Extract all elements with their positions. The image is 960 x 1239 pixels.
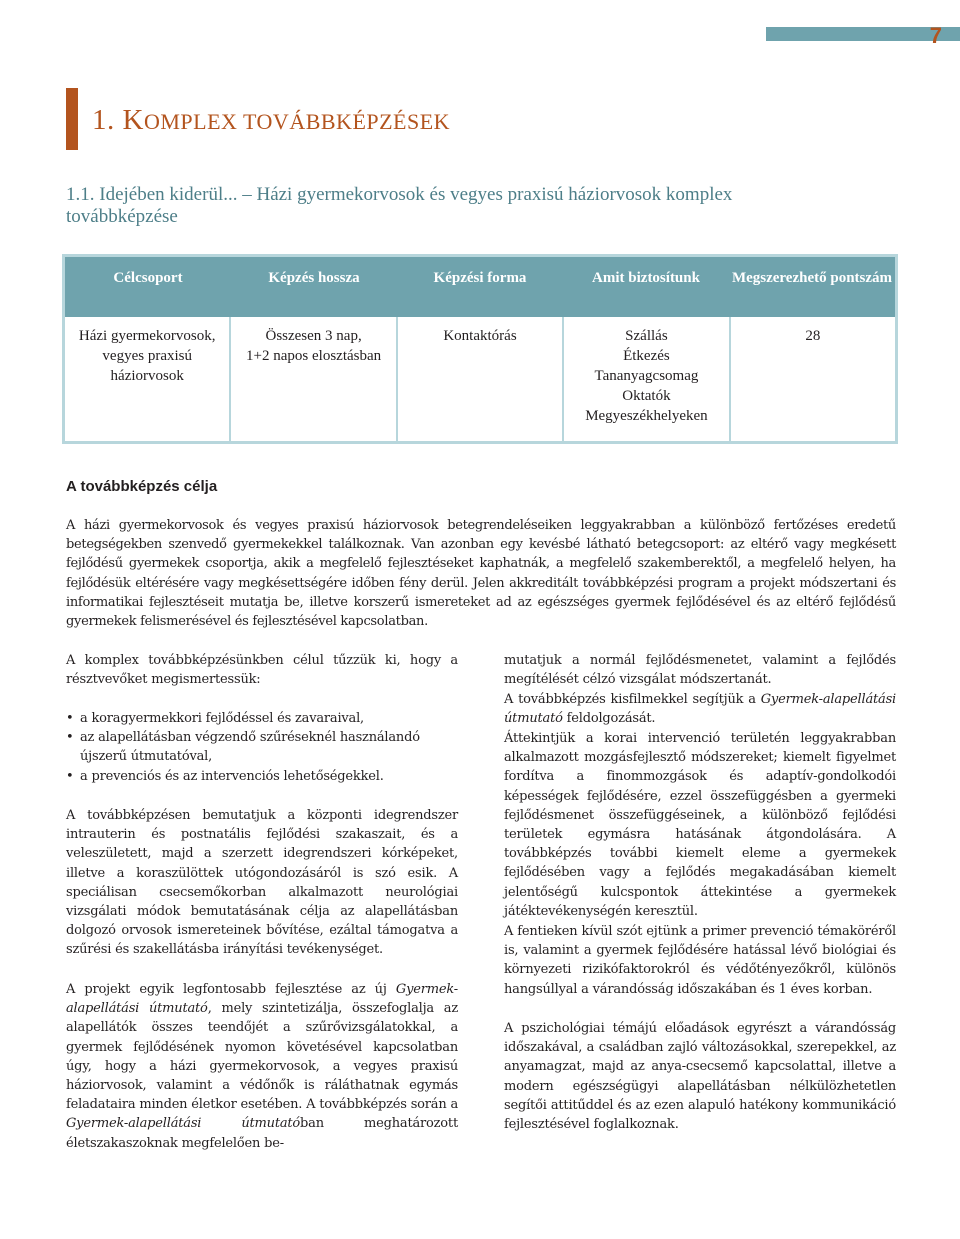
chapter-accent-bar bbox=[66, 88, 78, 150]
right-paragraph-4: A fentieken kívül szót ejtünk a primer prevenció témaköréről is, valamint a gyermek fejlődésére hatással lévő biológiai és környezeti rizikófaktorokról és védőtényezőkről, különös hangsúllyal a várandósság időszakában és 1 éves korban. bbox=[504, 924, 896, 997]
chapter-title-initial: K bbox=[122, 104, 144, 136]
chapter-number: 1. bbox=[92, 104, 115, 136]
bullet-icon: • bbox=[66, 768, 74, 784]
left-paragraph-1: A komplex továbbképzésünkben célul tűzzük ki, hogy a résztvevőket megismertessük: bbox=[66, 653, 458, 688]
chapter-title-rest: OMPLEX TOVÁBBKÉPZÉSEK bbox=[143, 109, 451, 134]
goal-heading: A továbbképzés célja bbox=[66, 478, 218, 495]
header-format: Képzési forma bbox=[433, 270, 527, 286]
header-target-group: Célcsoport bbox=[113, 270, 183, 286]
section-title: 1.1. Idejében kiderül... – Házi gyermekorvosok és vegyes praxisú háziorvosok komplex továbbképzése bbox=[66, 184, 733, 227]
header-duration: Képzés hossza bbox=[268, 270, 360, 286]
cell-target-group: Házi gyermekorvosok, vegyes praxisú háziorvosok bbox=[65, 317, 231, 441]
page-number-bar bbox=[766, 23, 960, 48]
cell-format: Kontaktórás bbox=[398, 317, 564, 441]
right-paragraph-5: A pszichológiai témájú előadások egyrészt a várandósság időszakával, a családban zajló változásokkal, szerepekkel, az anyamagzat, majd az anya-csecsemő kapcsolattal, illetve a modern egészségügyi alapellátásban nélkülözhetetlen segítői attitűddel és az ezen alapuló hatékony kommunikáció fejlesztésével foglalkoznak. bbox=[504, 1021, 896, 1133]
cell-provided: Szállás Étkezés Tananyagcsomag Oktatók Megyeszékhelyeken bbox=[564, 317, 730, 441]
table-row bbox=[65, 317, 895, 441]
table-header-row bbox=[65, 257, 895, 317]
page-number: 7 bbox=[929, 23, 942, 48]
right-paragraph-2: A továbbképzés kisfilmekkel segítjük a Gyermek-alapellátási útmutató feldolgozását. bbox=[504, 692, 896, 727]
chapter-title bbox=[92, 104, 450, 137]
bullet-icon: • bbox=[66, 711, 74, 726]
list-item: • a koragyermekkori fejlődéssel és zavaraival, bbox=[66, 709, 458, 728]
left-paragraph-3: A projekt egyik legfontosabb fejlesztése az új Gyermek-alapellátási útmutató, mely szintetizálja, összefoglalja az alapellátók összes teendőjét a szűrővizsgálatokkal, a gyermek fejlődésének nyomon követésével kapcsolatban úgy, hogy a házi gyermekorvosok, a vegyes praxisú háziorvosok, valamint a védőnők is ráláthatnak egymás feladataira minden életkor esetében. A továbbképzés során a Gyermek-alapellátási útmutatóban meghatározott életszakaszoknak megfelelően be- bbox=[66, 982, 459, 1151]
cell-duration: Összesen 3 nap, 1+2 napos elosztásban bbox=[231, 317, 397, 441]
bullet-icon: • bbox=[66, 730, 74, 746]
list-item: • a prevenciós és az intervenciós lehetőségekkel. bbox=[66, 767, 458, 786]
course-info-table bbox=[62, 254, 898, 444]
header-points: Megszerezhető pontszám bbox=[731, 270, 893, 286]
intro-paragraph: A házi gyermekorvosok és vegyes praxisú háziorvosok betegrendeléseiken leggyakrabban a különböző fertőzéses eredetű betegségekben szenvedő gyermekekkel találkoznak. Van azonban egy kevésbé látható betegcsoport: az eltérő vagy megkésett fejlődésű gyermekek csoportja, akik a megfelelő fejlesztéseket kaphatnák, a megfelelő szakemberektől, a megfelelő helyen, ha fejlődésük eltérésére vagy megkésettségére időben fény derül. Jelen akkreditált továbbképzési program a projekt módszertani és informatikai fejlesztéseit mutatja be, illetve korszerű ismereteket ad az egészséges gyermek fejlődésével és az eltérő fejlődésű gyermekek felismerésével és fejlesztésével kapcsolatban. bbox=[66, 518, 896, 630]
list-item: • az alapellátásban végzendő szűréseknél használandó újszerű útmutatóval, bbox=[66, 730, 420, 765]
right-paragraph-1: mutatjuk a normál fejlődésmenetet, valamint a fejlődés megítélését célzó vizsgálat módszertanát. bbox=[504, 653, 896, 688]
right-paragraph-3: Áttekintjük a korai intervenció területén leggyakrabban alkalmazott mozgásfejlesztő módszereket; kiemelt figyelmet fordítva a finommozgások és adaptív-gondolkodói képességek fejlődésére, ezzel összefüggésben a gyermeki fejlődésmenet összefüggéseinek, a különböző fejlődési területek egymásra hatásának átgondolására. A továbbképzés további kiemelt eleme a gyermekek fejlődésében vagy a fejlődés megakadásában kiemelt jelentőségű kulcspontok áttekintése a gyermekek játéktevékenységén keresztül. bbox=[504, 731, 896, 919]
header-provided: Amit biztosítunk bbox=[592, 270, 700, 286]
cell-points: 28 bbox=[805, 328, 821, 344]
goals-list bbox=[66, 709, 458, 786]
left-paragraph-2: A továbbképzésen bemutatjuk a központi idegrendszer intrauterin és postnatális fejlődési szakaszait, és a veleszületett, majd a szerzett idegrendszeri kórképeket, illetve a koraszülöttek utógondozásáról is szó esik. A speciálisan csecsemőkorban alkalmazott neurológiai vizsgálati módok bemutatásának célja az alapellátásban dolgozó orvosok ismereteinek bővítése, ezáltal támogatva a szűrési és szakellátásba irányítási tevékenységet. bbox=[66, 808, 458, 958]
